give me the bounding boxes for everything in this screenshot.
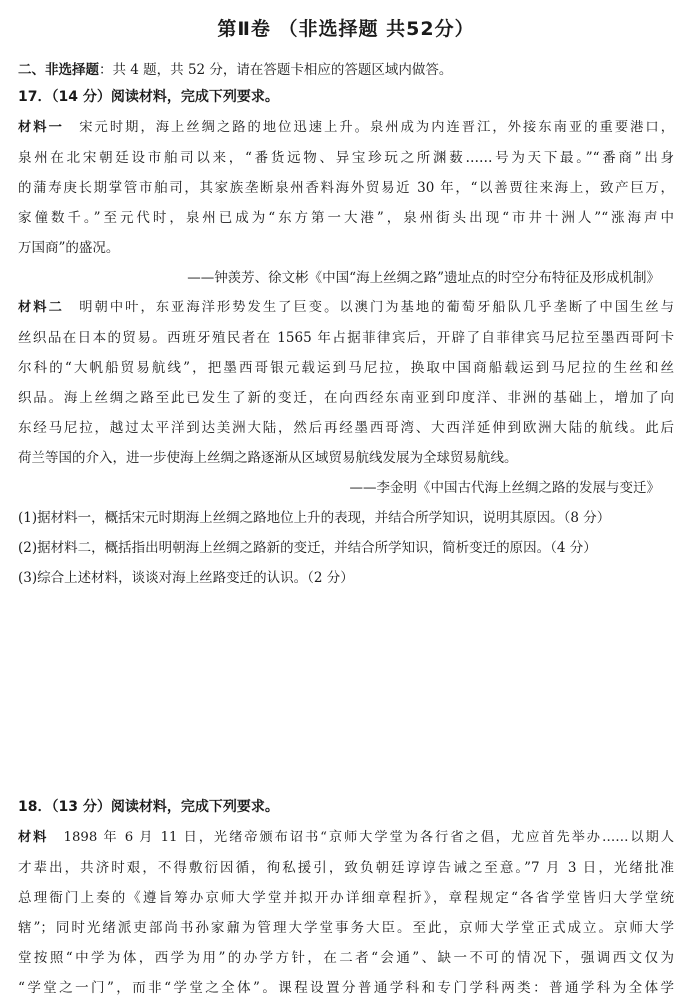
section-instruction (18, 58, 452, 78)
section-text: ：共 4 题，共 52 分，请在答题卡相应的答题区域内做答。 (99, 62, 453, 78)
question-17-item-1: (1)据材料一，概括宋元时期海上丝绸之路地位上升的表现，并结合所学知识，说明其原因。（8 分） (18, 510, 611, 526)
page-title: 第Ⅱ卷 （非选择题 共52分） (217, 18, 475, 40)
material1-text: 宋元时期，海上丝绸之路的地位迅速上升。泉州成为内连晋江，外接东南亚的重要港口， (79, 120, 674, 135)
material2-text: 明朝中叶，东亚海洋形势发生了巨变。以澳门为基地的葡萄牙船队几乎垄断了中国生丝与 (79, 300, 674, 315)
material2-line: 荷兰等国的介入，进一步使海上丝绸之路逐渐从区域贸易航线发展为全球贸易航线。 (18, 450, 518, 466)
q18-material-line: 辖”；同时光绪派吏部尚书孙家鼐为管理大学堂事务大臣。至此，京师大学堂正式成立。京师大学 (18, 920, 674, 936)
q18-material-line: “学堂之一门”，而非“学堂之全体”。课程设置分普通学科和专门学科两类：普通学科为全体学 (18, 980, 674, 996)
material2-source: ——李金明《中国古代海上丝绸之路的发展与变迁》 (349, 480, 660, 496)
q18-material-line: 堂按照“中学为体，西学为用”的办学方针，在二者“会通”、缺一不可的情况下，强调西文仅为 (18, 950, 674, 966)
material2-line: 织品。海上丝绸之路至此已发生了新的变迁，在向西经东南亚到印度洋、非洲的基础上，增加了向 (18, 390, 674, 406)
question-18-heading: 18．（13 分）阅读材料，完成下列要求。 (18, 799, 279, 815)
material1-source: ——钟羡芳、徐文彬《中国“海上丝绸之路”遗址点的时空分布特征及形成机制》 (187, 270, 660, 286)
material1-line (18, 116, 674, 135)
question-17-item-2: (2)据材料二，概括指出明朝海上丝绸之路新的变迁，并结合所学知识，简析变迁的原因。（4 分） (18, 540, 597, 556)
section-label: 二、非选择题 (18, 62, 99, 78)
q18-material-text: 1898 年 6 月 11 日，光绪帝颁布诏书“京师大学堂为各行省之倡，尤应首先举办……以期人 (63, 830, 674, 845)
material2-line: 东经马尼拉，越过太平洋到达美洲大陆，然后再经墨西哥湾、大西洋延伸到欧洲大陆的航线。此后 (18, 420, 674, 436)
material2-line: 丝织品在日本的贸易。西班牙殖民者在 1565 年占据菲律宾后，开辟了自菲律宾马尼拉至墨西哥阿卡 (18, 330, 674, 346)
q18-material-line (18, 826, 674, 845)
material1-line: 万国商”的盛况。 (18, 240, 120, 256)
material1-line: 泉州在北宋朝廷设市舶司以来，“番货远物、异宝珍玩之所渊薮……号为天下最。”“番商”出身 (18, 150, 674, 166)
material2-line: 尔科的“大帆船贸易航线”，把墨西哥银元载运到马尼拉，换取中国商船载运到马尼拉的生丝和丝 (18, 360, 674, 376)
question-17-heading: 17．（14 分）阅读材料，完成下列要求。 (18, 89, 279, 105)
q18-material-line: 才辈出，共济时艰，不得敷衍因循，徇私援引，致负朝廷谆谆告诫之至意。”7 月 3 日，光绪批准 (18, 860, 674, 876)
material2-label: 材料二 (18, 300, 64, 315)
material1-line: 的蒲寿庚长期掌管市舶司，其家族垄断泉州香料海外贸易近 30 年，“以善贾往来海上，致产巨万， (18, 180, 674, 196)
q18-material-label: 材料 (18, 830, 49, 845)
material1-label: 材料一 (18, 120, 64, 135)
material1-line: 家僮数千。”至元代时，泉州已成为“东方第一大港”，泉州街头出现“市井十洲人”“涨海声中 (18, 210, 674, 226)
question-17-item-3: (3)综合上述材料，谈谈对海上丝路变迁的认识。（2 分） (18, 570, 354, 586)
material2-line (18, 296, 674, 315)
q18-material-line: 总理衙门上奏的《遵旨筹办京师大学堂并拟开办详细章程折》，章程规定“各省学堂皆归大学堂统 (18, 890, 674, 906)
